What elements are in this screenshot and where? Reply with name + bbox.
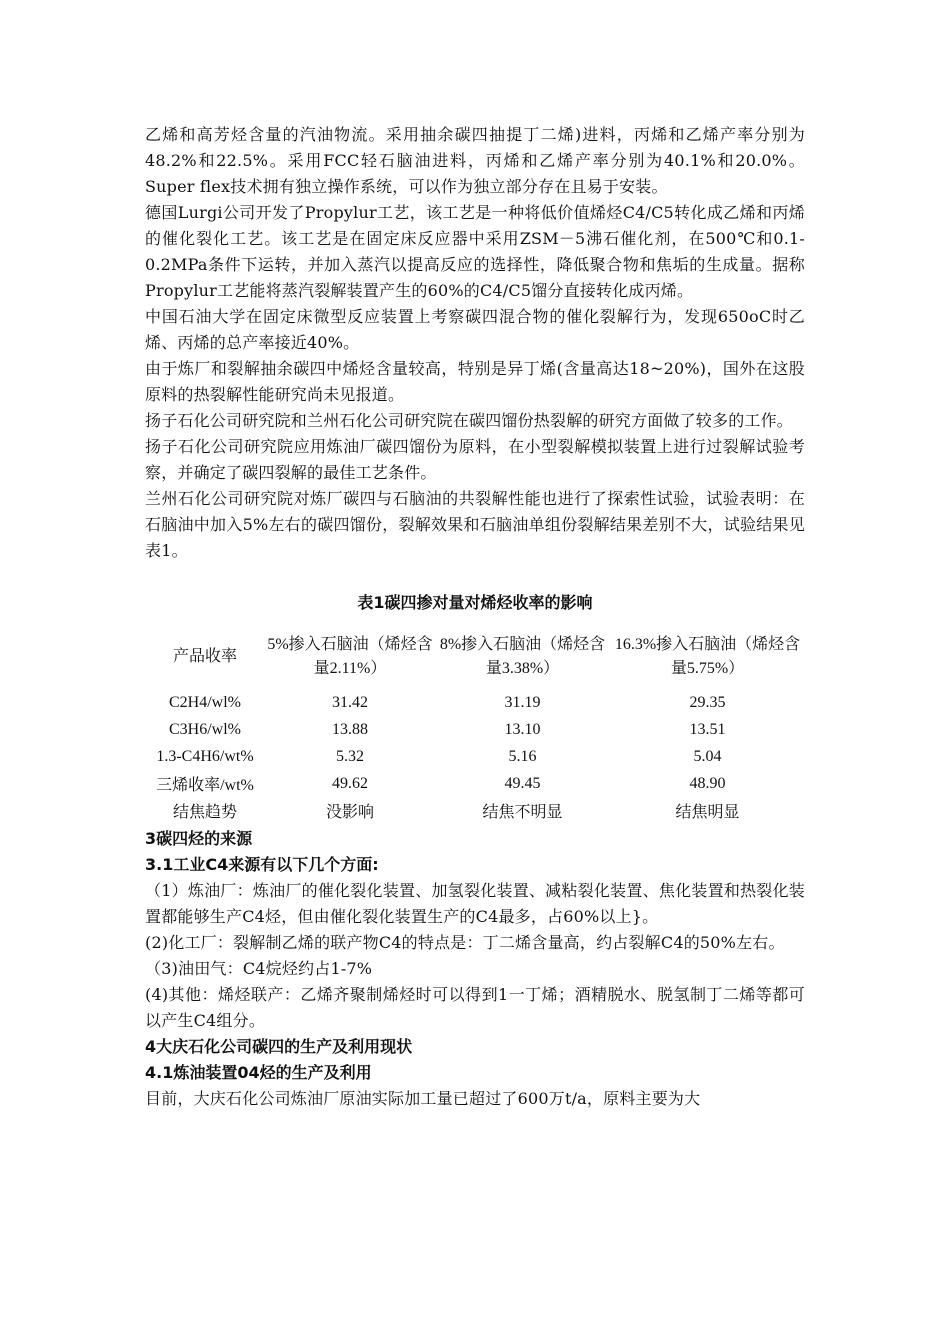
paragraph: 目前，大庆石化公司炼油厂原油实际加工量已超过了600万t/a，原料主要为大 — [145, 1089, 701, 1108]
table-header-cell: 16.3%掺入石脑油（烯烃含量5.75%） — [614, 636, 801, 677]
table-header-cell: 产品收率 — [172, 648, 237, 665]
table-cell: 结焦趋势 — [172, 804, 237, 821]
subsection-heading: 3.1工业C4来源有以下几个方面: — [145, 855, 379, 874]
table-cell: 31.19 — [504, 693, 541, 711]
table-cell: 5.04 — [693, 747, 722, 765]
table-cell: 29.35 — [689, 693, 726, 711]
table-row — [145, 743, 805, 770]
list-item: （3)油田气：C4烷烃约占1-7% — [145, 959, 373, 978]
table-cell: C2H4/wl% — [169, 693, 241, 711]
table-row — [145, 689, 805, 716]
table-cell: 48.90 — [689, 774, 726, 792]
section-heading: 3碳四烃的来源 — [145, 829, 253, 848]
table-cell: 1.3-C4H6/wt% — [156, 747, 254, 765]
table-header-cell: 8%掺入石脑油（烯烃含量3.38%） — [439, 636, 606, 677]
table-cell: 结焦明显 — [675, 804, 740, 821]
table-cell: 5.16 — [508, 747, 537, 765]
list-item: (4)其他：烯烃联产：乙烯齐聚制烯烃时可以得到1一丁烯；酒精脱水、脱氢制丁二烯等都可以产生C4组分。 — [145, 985, 805, 1030]
paragraph: 兰州石化公司研究院对炼厂碳四与石脑油的共裂解性能也进行了探索性试验，试验表明：在石脑油中加入5%左右的碳四馏份，裂解效果和石脑油单组份裂解结果差别不大，试验结果见表1。 — [145, 489, 805, 560]
table-row — [145, 770, 805, 797]
table-cell: 三烯收率/wt% — [156, 777, 254, 794]
table-cell: 结焦不明显 — [482, 804, 563, 821]
table-row — [145, 716, 805, 743]
paragraph: 中国石油大学在固定床微型反应装置上考察碳四混合物的催化裂解行为，发现650oC时乙烯、丙烯的总产率接近40%。 — [145, 307, 805, 352]
paragraph: 由于炼厂和裂解抽余碳四中烯烃含量较高，特别是异丁烯(含量高达18~20%)，国外在这股原料的热裂解性能研究尚未见报道。 — [145, 359, 805, 404]
table-row — [145, 797, 805, 824]
subsection-heading: 4.1炼油装置04烃的生产及利用 — [145, 1063, 372, 1082]
list-item: （1）炼油厂：炼油厂的催化裂化装置、加氢裂化装置、减粘裂化装置、焦化装置和热裂化装置都能够生产C4烃，但由催化裂化装置生产的C4最多，占60%以上}。 — [145, 881, 805, 926]
table-header-cell: 5%掺入石脑油（烯烃含量2.11%） — [267, 636, 433, 677]
table-caption: 表1碳四掺对量对烯烃收率的影响 — [357, 593, 593, 612]
paragraph: 扬子石化公司研究院应用炼油厂碳四馏份为原料，在小型裂解模拟装置上进行过裂解试验考察，并确定了碳四裂解的最佳工艺条件。 — [145, 437, 805, 482]
table-cell: 没影响 — [325, 804, 374, 821]
table-cell: 5.32 — [336, 747, 364, 765]
table-cell: 49.45 — [504, 774, 541, 792]
table-cell: 49.62 — [332, 774, 368, 792]
paragraph: 扬子石化公司研究院和兰州石化公司研究院在碳四馏份热裂解的研究方面做了较多的工作。 — [145, 411, 794, 430]
table-cell: 13.10 — [504, 720, 541, 738]
results-table — [145, 633, 805, 824]
document-page — [145, 122, 805, 1112]
table-cell: 13.51 — [689, 720, 726, 738]
section-heading: 4大庆石化公司碳四的生产及利用现状 — [145, 1037, 413, 1056]
table-cell: C3H6/wl% — [169, 720, 241, 738]
paragraph: 德国Lurgi公司开发了Propylur工艺，该工艺是一种将低价值烯烃C4/C5转化成乙烯和丙烯的催化裂化工艺。该工艺是在固定床反应器中采用ZSM－5沸石催化剂，在500℃和0.1-0.2MPa条件下运转，并加入蒸汽以提高反应的选择性，降低聚合物和焦垢的生成量。据称Propylur工艺能将蒸汽裂解装置产生的60%的C4/C5馏分直接转化成丙烯。 — [145, 203, 805, 300]
list-item: (2)化工厂：裂解制乙烯的联产物C4的特点是：丁二烯含量高，约占裂解C4的50%左右。 — [145, 933, 785, 952]
paragraph: 乙烯和高芳烃含量的汽油物流。采用抽余碳四抽提丁二烯)进料，丙烯和乙烯产率分别为48.2%和22.5%。采用FCC轻石脑油进料，丙烯和乙烯产率分别为40.1%和20.0%。Super flex技术拥有独立操作系统，可以作为独立部分存在且易于安装。 — [145, 125, 805, 196]
table-cell: 31.42 — [332, 693, 368, 711]
table-header-row — [145, 633, 805, 689]
table-cell: 13.88 — [332, 720, 368, 738]
